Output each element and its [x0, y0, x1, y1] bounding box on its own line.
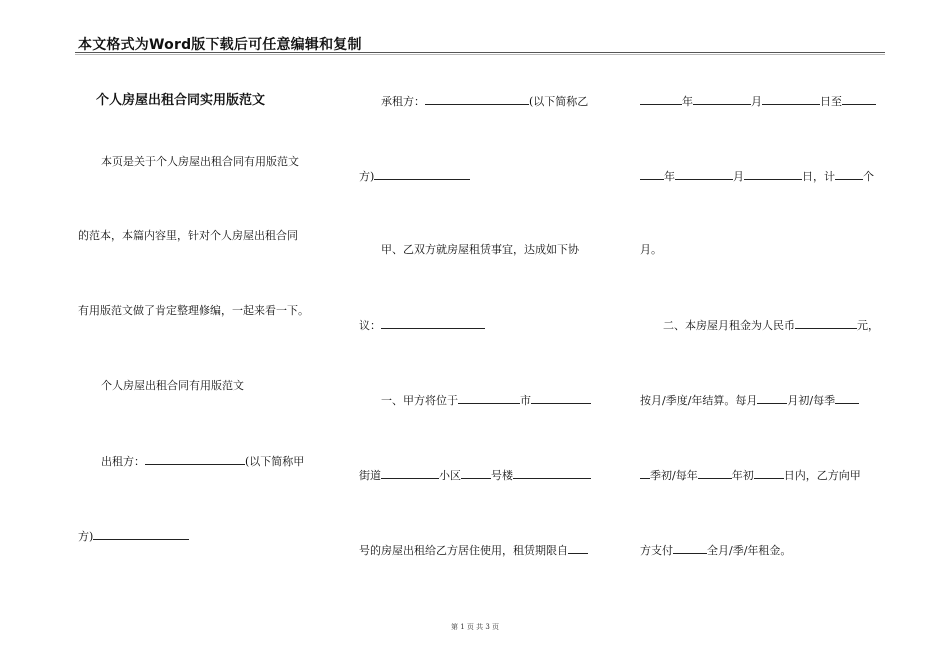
fill-blank — [458, 393, 520, 404]
text-fragment: 市 — [520, 394, 531, 407]
text-fragment: 方支付 — [640, 544, 673, 557]
clause-1-line — [381, 393, 591, 408]
text-fragment: 街道 — [359, 469, 381, 482]
paragraph-line: 月。 — [640, 243, 662, 256]
header-divider-thin — [75, 54, 885, 55]
rent-amount-line — [663, 318, 879, 333]
fill-blank — [744, 169, 802, 180]
text-fragment: 月 — [751, 95, 762, 108]
fill-blank — [795, 318, 857, 329]
fill-blank — [381, 468, 439, 479]
text-fragment: 方) — [359, 170, 375, 183]
document-header: 本文格式为Word版下载后可任意编辑和复制 — [78, 37, 362, 53]
fill-blank — [640, 94, 682, 105]
payment-line — [640, 543, 791, 558]
fill-blank — [842, 94, 876, 105]
fill-blank — [762, 94, 820, 105]
paragraph-line: 的范本，本篇内容里，针对个人房屋出租合同 — [78, 229, 298, 242]
text-fragment: 号楼 — [491, 469, 513, 482]
payment-terms-line — [640, 393, 859, 408]
text-fragment: 元， — [857, 319, 879, 332]
text-fragment: 月 — [733, 170, 744, 183]
fill-blank — [93, 529, 189, 540]
lessor-line-cont — [78, 529, 189, 544]
lessor-line — [101, 454, 304, 469]
text-fragment: 日内，乙方向甲 — [783, 469, 861, 482]
payment-terms-line-cont — [640, 468, 861, 483]
text-fragment: 号的房屋出租给乙方居住使用，租赁期限自 — [359, 544, 568, 557]
text-fragment: 年初 — [731, 469, 754, 482]
text-fragment: 小区 — [439, 469, 461, 482]
fill-blank — [513, 468, 591, 479]
fill-blank — [568, 543, 588, 554]
fill-blank — [835, 169, 863, 180]
text-fragment: 年 — [664, 170, 675, 183]
fill-blank — [673, 543, 707, 554]
fill-blank — [757, 393, 787, 404]
text-fragment: 日至 — [820, 95, 842, 108]
address-line — [359, 468, 591, 483]
fill-blank — [754, 468, 784, 479]
date-range-line — [640, 94, 876, 109]
lease-term-line — [359, 543, 588, 558]
fill-blank — [698, 468, 732, 479]
paragraph-line: 甲、乙双方就房屋租赁事宜，达成如下协 — [381, 243, 579, 256]
text-fragment: 一、甲方将位于 — [381, 394, 458, 407]
lessee-line — [381, 94, 588, 109]
text-fragment: 季初/每年 — [650, 469, 698, 482]
fill-blank — [461, 468, 491, 479]
fill-blank — [381, 318, 485, 329]
fill-blank — [145, 454, 245, 465]
text-fragment: 方) — [78, 530, 94, 543]
text-fragment: 个 — [863, 170, 874, 183]
fill-blank — [640, 468, 650, 479]
fill-blank — [374, 169, 470, 180]
header-divider — [75, 52, 885, 53]
text-fragment: 年 — [682, 95, 693, 108]
text-fragment: 日，计 — [802, 170, 835, 183]
fill-blank — [425, 94, 529, 105]
text-fragment: 按月/季度/年结算。每月 — [640, 394, 758, 407]
document-title: 个人房屋出租合同实用版范文 — [96, 93, 266, 108]
fill-blank — [675, 169, 733, 180]
agreement-line — [359, 318, 485, 333]
paragraph-line: 有用版范文做了肯定整理修编，一起来看一下。 — [78, 304, 309, 317]
date-range-line-cont — [640, 169, 874, 184]
fill-blank — [693, 94, 751, 105]
fill-blank — [835, 393, 859, 404]
lessee-line-cont — [359, 169, 470, 184]
fill-blank — [640, 169, 664, 180]
paragraph-line: 本页是关于个人房屋出租合同有用版范文 — [101, 155, 299, 168]
page-footer: 第 1 页 共 3 页 — [450, 623, 500, 631]
fill-blank — [531, 393, 591, 404]
lessor-label: 出租方： — [101, 455, 145, 468]
lessee-suffix: (以下简称乙 — [529, 95, 589, 108]
section-heading: 个人房屋出租合同有用版范文 — [101, 379, 244, 392]
text-fragment: 议： — [359, 319, 381, 332]
text-fragment: 二、本房屋月租金为人民币 — [663, 319, 795, 332]
lessee-label: 承租方： — [381, 95, 425, 108]
text-fragment: 全月/季/年租金。 — [707, 544, 792, 557]
lessor-suffix: (以下简称甲 — [245, 455, 305, 468]
text-fragment: 月初/每季 — [787, 394, 836, 407]
